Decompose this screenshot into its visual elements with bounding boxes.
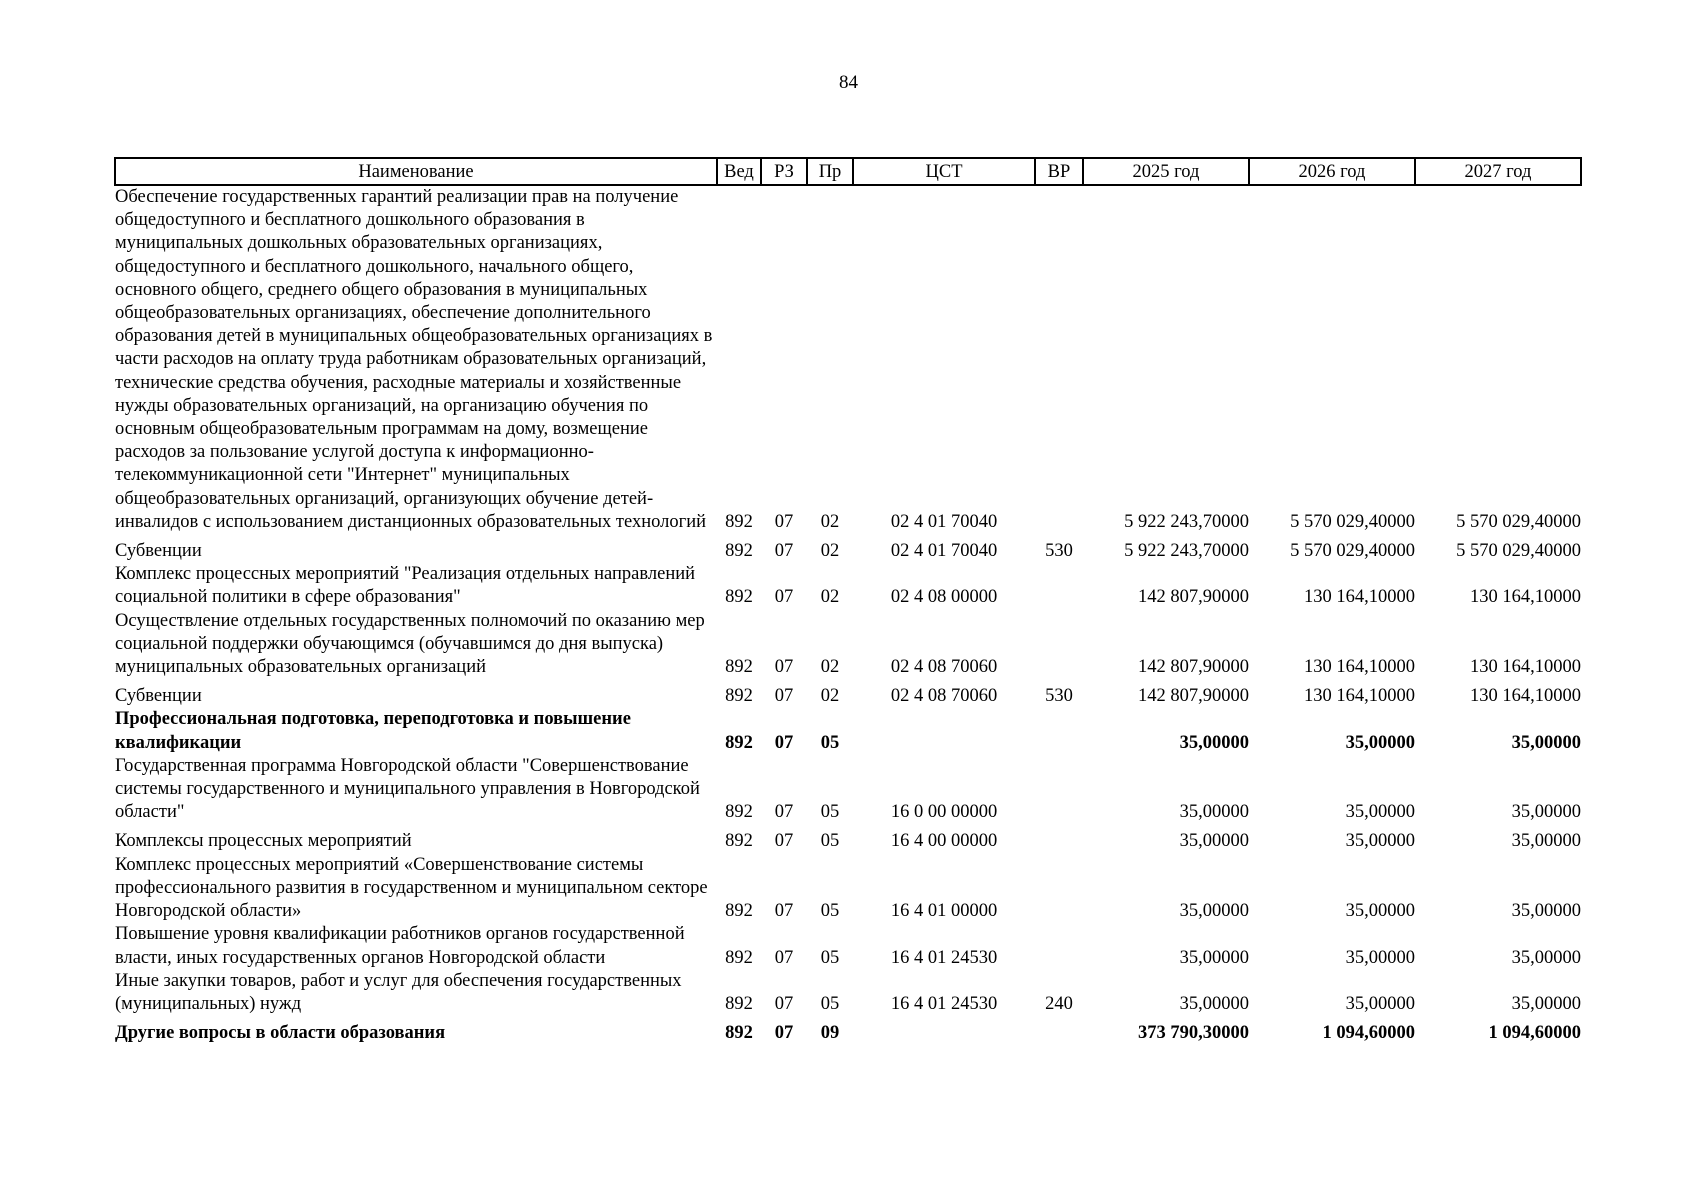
row-cst: 16 4 00 00000: [890, 831, 998, 852]
row-2026: 35,00000: [1345, 732, 1415, 753]
row-2025: 373 790,30000: [1138, 1023, 1249, 1044]
row-cst: 02 4 01 70040: [890, 541, 998, 562]
row-rz: 07: [774, 657, 794, 678]
row-2025: 35,00000: [1179, 831, 1249, 852]
header-cst: ЦСТ: [853, 158, 1035, 185]
row-ved: 892: [725, 1023, 753, 1044]
row-vr: [1035, 1016, 1083, 1045]
table-row: [115, 824, 1581, 853]
row-cst: 16 4 01 00000: [890, 901, 998, 922]
row-pr: 05: [820, 947, 840, 968]
row-ved: 892: [725, 993, 753, 1014]
row-pr: 05: [820, 732, 840, 753]
row-2027: 130 164,10000: [1470, 686, 1581, 707]
row-2027: 5 570 029,40000: [1456, 541, 1581, 562]
row-rz: 07: [774, 541, 794, 562]
table-row: [115, 679, 1581, 708]
budget-table: [114, 157, 1582, 1045]
row-name: Другие вопросы в области образования: [115, 1023, 446, 1044]
row-2026: 35,00000: [1345, 901, 1415, 922]
row-cst: 02 4 08 00000: [890, 587, 998, 608]
row-name: Субвенции: [115, 541, 202, 562]
row-name: Государственная программа Новгородской области "Совершенствование системы государственного и муниципального управления в Новгородской области": [115, 755, 700, 823]
header-ved: Вед: [717, 158, 761, 185]
row-vr: [1035, 610, 1083, 680]
row-rz: 07: [774, 686, 794, 707]
table-row: [115, 534, 1581, 563]
table-row: [115, 610, 1581, 680]
row-2026: 5 570 029,40000: [1290, 511, 1415, 532]
row-pr: 02: [820, 686, 840, 707]
row-name: Комплексы процессных мероприятий: [115, 831, 412, 852]
row-pr: 05: [820, 901, 840, 922]
row-rz: 07: [774, 732, 794, 753]
row-rz: 07: [774, 511, 794, 532]
row-cst: 02 4 08 70060: [890, 686, 998, 707]
table-header-row: [115, 158, 1581, 185]
table-row: [115, 970, 1581, 1016]
row-rz: 07: [774, 1023, 794, 1044]
table-row: [115, 854, 1581, 924]
row-ved: 892: [725, 587, 753, 608]
row-cst: 16 4 01 24530: [890, 993, 998, 1014]
row-vr: [1035, 854, 1083, 924]
row-pr: 02: [820, 511, 840, 532]
row-name: Профессиональная подготовка, переподготовка и повышение квалификации: [115, 709, 631, 753]
row-name: Осуществление отдельных государственных полномочий по оказанию мер социальной поддержки обучающимся (обучавшимся до дня выпуска) муниципальных образовательных организаций: [115, 610, 705, 678]
row-2026: 1 094,60000: [1322, 1023, 1415, 1044]
row-pr: 02: [820, 541, 840, 562]
table-row-section: [115, 708, 1581, 754]
row-2026: 35,00000: [1345, 947, 1415, 968]
row-ved: 892: [725, 541, 753, 562]
header-vr: ВР: [1035, 158, 1083, 185]
table-row: [115, 755, 1581, 825]
row-vr: [1035, 923, 1083, 969]
row-2025: 142 807,90000: [1138, 587, 1249, 608]
row-cst: 02 4 08 70060: [890, 657, 998, 678]
row-2027: 35,00000: [1511, 993, 1581, 1014]
page-number: 84: [839, 72, 858, 93]
table-row: [115, 923, 1581, 969]
row-2025: 35,00000: [1179, 732, 1249, 753]
row-2027: 35,00000: [1511, 901, 1581, 922]
row-vr: [1035, 563, 1083, 609]
header-name: Наименование: [115, 158, 717, 185]
row-rz: 07: [774, 831, 794, 852]
row-2027: 130 164,10000: [1470, 657, 1581, 678]
row-2025: 5 922 243,70000: [1124, 511, 1249, 532]
row-2027: 1 094,60000: [1488, 1023, 1581, 1044]
row-2025: 35,00000: [1179, 901, 1249, 922]
row-2025: 35,00000: [1179, 947, 1249, 968]
row-rz: 07: [774, 947, 794, 968]
row-ved: 892: [725, 732, 753, 753]
row-2027: 35,00000: [1511, 732, 1581, 753]
row-ved: 892: [725, 947, 753, 968]
row-2025: 142 807,90000: [1138, 657, 1249, 678]
row-ved: 892: [725, 901, 753, 922]
row-2026: 35,00000: [1345, 993, 1415, 1014]
table-row: [115, 185, 1581, 534]
row-vr: 530: [1045, 541, 1073, 562]
row-cst: 16 0 00 00000: [890, 802, 998, 823]
row-2026: 130 164,10000: [1304, 686, 1415, 707]
row-ved: 892: [725, 802, 753, 823]
row-pr: 05: [820, 993, 840, 1014]
row-name: Субвенции: [115, 686, 202, 707]
row-2026: 35,00000: [1345, 831, 1415, 852]
row-vr: [1035, 708, 1083, 754]
row-ved: 892: [725, 686, 753, 707]
row-pr: 02: [820, 657, 840, 678]
row-2025: 5 922 243,70000: [1124, 541, 1249, 562]
row-2026: 130 164,10000: [1304, 587, 1415, 608]
row-name: Повышение уровня квалификации работников органов государственной власти, иных государственных органов Новгородской области: [115, 924, 685, 968]
header-2025: 2025 год: [1083, 158, 1249, 185]
row-2025: 35,00000: [1179, 802, 1249, 823]
header-2026: 2026 год: [1249, 158, 1415, 185]
row-ved: 892: [725, 657, 753, 678]
row-2027: 130 164,10000: [1470, 587, 1581, 608]
row-rz: 07: [774, 802, 794, 823]
row-vr: 240: [1045, 993, 1073, 1014]
row-pr: 09: [820, 1023, 840, 1044]
row-cst: [853, 1016, 1035, 1045]
row-rz: 07: [774, 587, 794, 608]
table-row-section: [115, 1016, 1581, 1045]
header-2027: 2027 год: [1415, 158, 1581, 185]
row-vr: [1035, 824, 1083, 853]
row-vr: [1035, 755, 1083, 825]
row-2025: 35,00000: [1179, 993, 1249, 1014]
row-2026: 35,00000: [1345, 802, 1415, 823]
row-cst: 16 4 01 24530: [890, 947, 998, 968]
row-2027: 5 570 029,40000: [1456, 511, 1581, 532]
row-ved: 892: [725, 831, 753, 852]
row-2025: 142 807,90000: [1138, 686, 1249, 707]
row-pr: 05: [820, 831, 840, 852]
row-name: Комплекс процессных мероприятий "Реализация отдельных направлений социальной политики в сфере образования": [115, 564, 696, 608]
row-rz: 07: [774, 901, 794, 922]
row-2026: 5 570 029,40000: [1290, 541, 1415, 562]
row-cst: 02 4 01 70040: [890, 511, 998, 532]
header-pr: Пр: [807, 158, 853, 185]
row-vr: 530: [1045, 686, 1073, 707]
row-cst: [853, 708, 1035, 754]
header-rz: РЗ: [761, 158, 807, 185]
row-2027: 35,00000: [1511, 802, 1581, 823]
row-rz: 07: [774, 993, 794, 1014]
row-ved: 892: [725, 511, 753, 532]
row-name: Комплекс процессных мероприятий «Совершенствование системы профессионального развития в государственном и муниципальном секторе Новгородской области»: [115, 854, 708, 922]
row-2026: 130 164,10000: [1304, 657, 1415, 678]
row-2027: 35,00000: [1511, 831, 1581, 852]
row-pr: 02: [820, 587, 840, 608]
row-name: Обеспечение государственных гарантий реализации прав на получение общедоступного и бесплатного дошкольного образования в муниципальных дошкольных образовательных организациях, общедоступного и бесплатного дошкольного, начального общего, основного общего, среднего общего образования в муниципальных общеобразовательных организациях, обеспечение дополнительного образования детей в муниципальных общеобразовательных организациях в части расходов на оплату труда работникам образовательных организаций, технические средства обучения, расходные материалы и хозяйственные нужды образовательных организаций, на организацию обучения по основным общеобразовательным программам на дому, возмещение расходов за пользование услугой доступа к информационно-телекоммуникационной сети "Интернет" муниципальных общеобразовательных организаций, организующих обучение детей-инвалидов с использованием дистанционных образовательных технологий: [115, 187, 713, 532]
row-name: Иные закупки товаров, работ и услуг для обеспечения государственных (муниципальных) нужд: [115, 970, 682, 1014]
row-2027: 35,00000: [1511, 947, 1581, 968]
table-row: [115, 563, 1581, 609]
row-pr: 05: [820, 802, 840, 823]
row-vr: [1035, 185, 1083, 534]
